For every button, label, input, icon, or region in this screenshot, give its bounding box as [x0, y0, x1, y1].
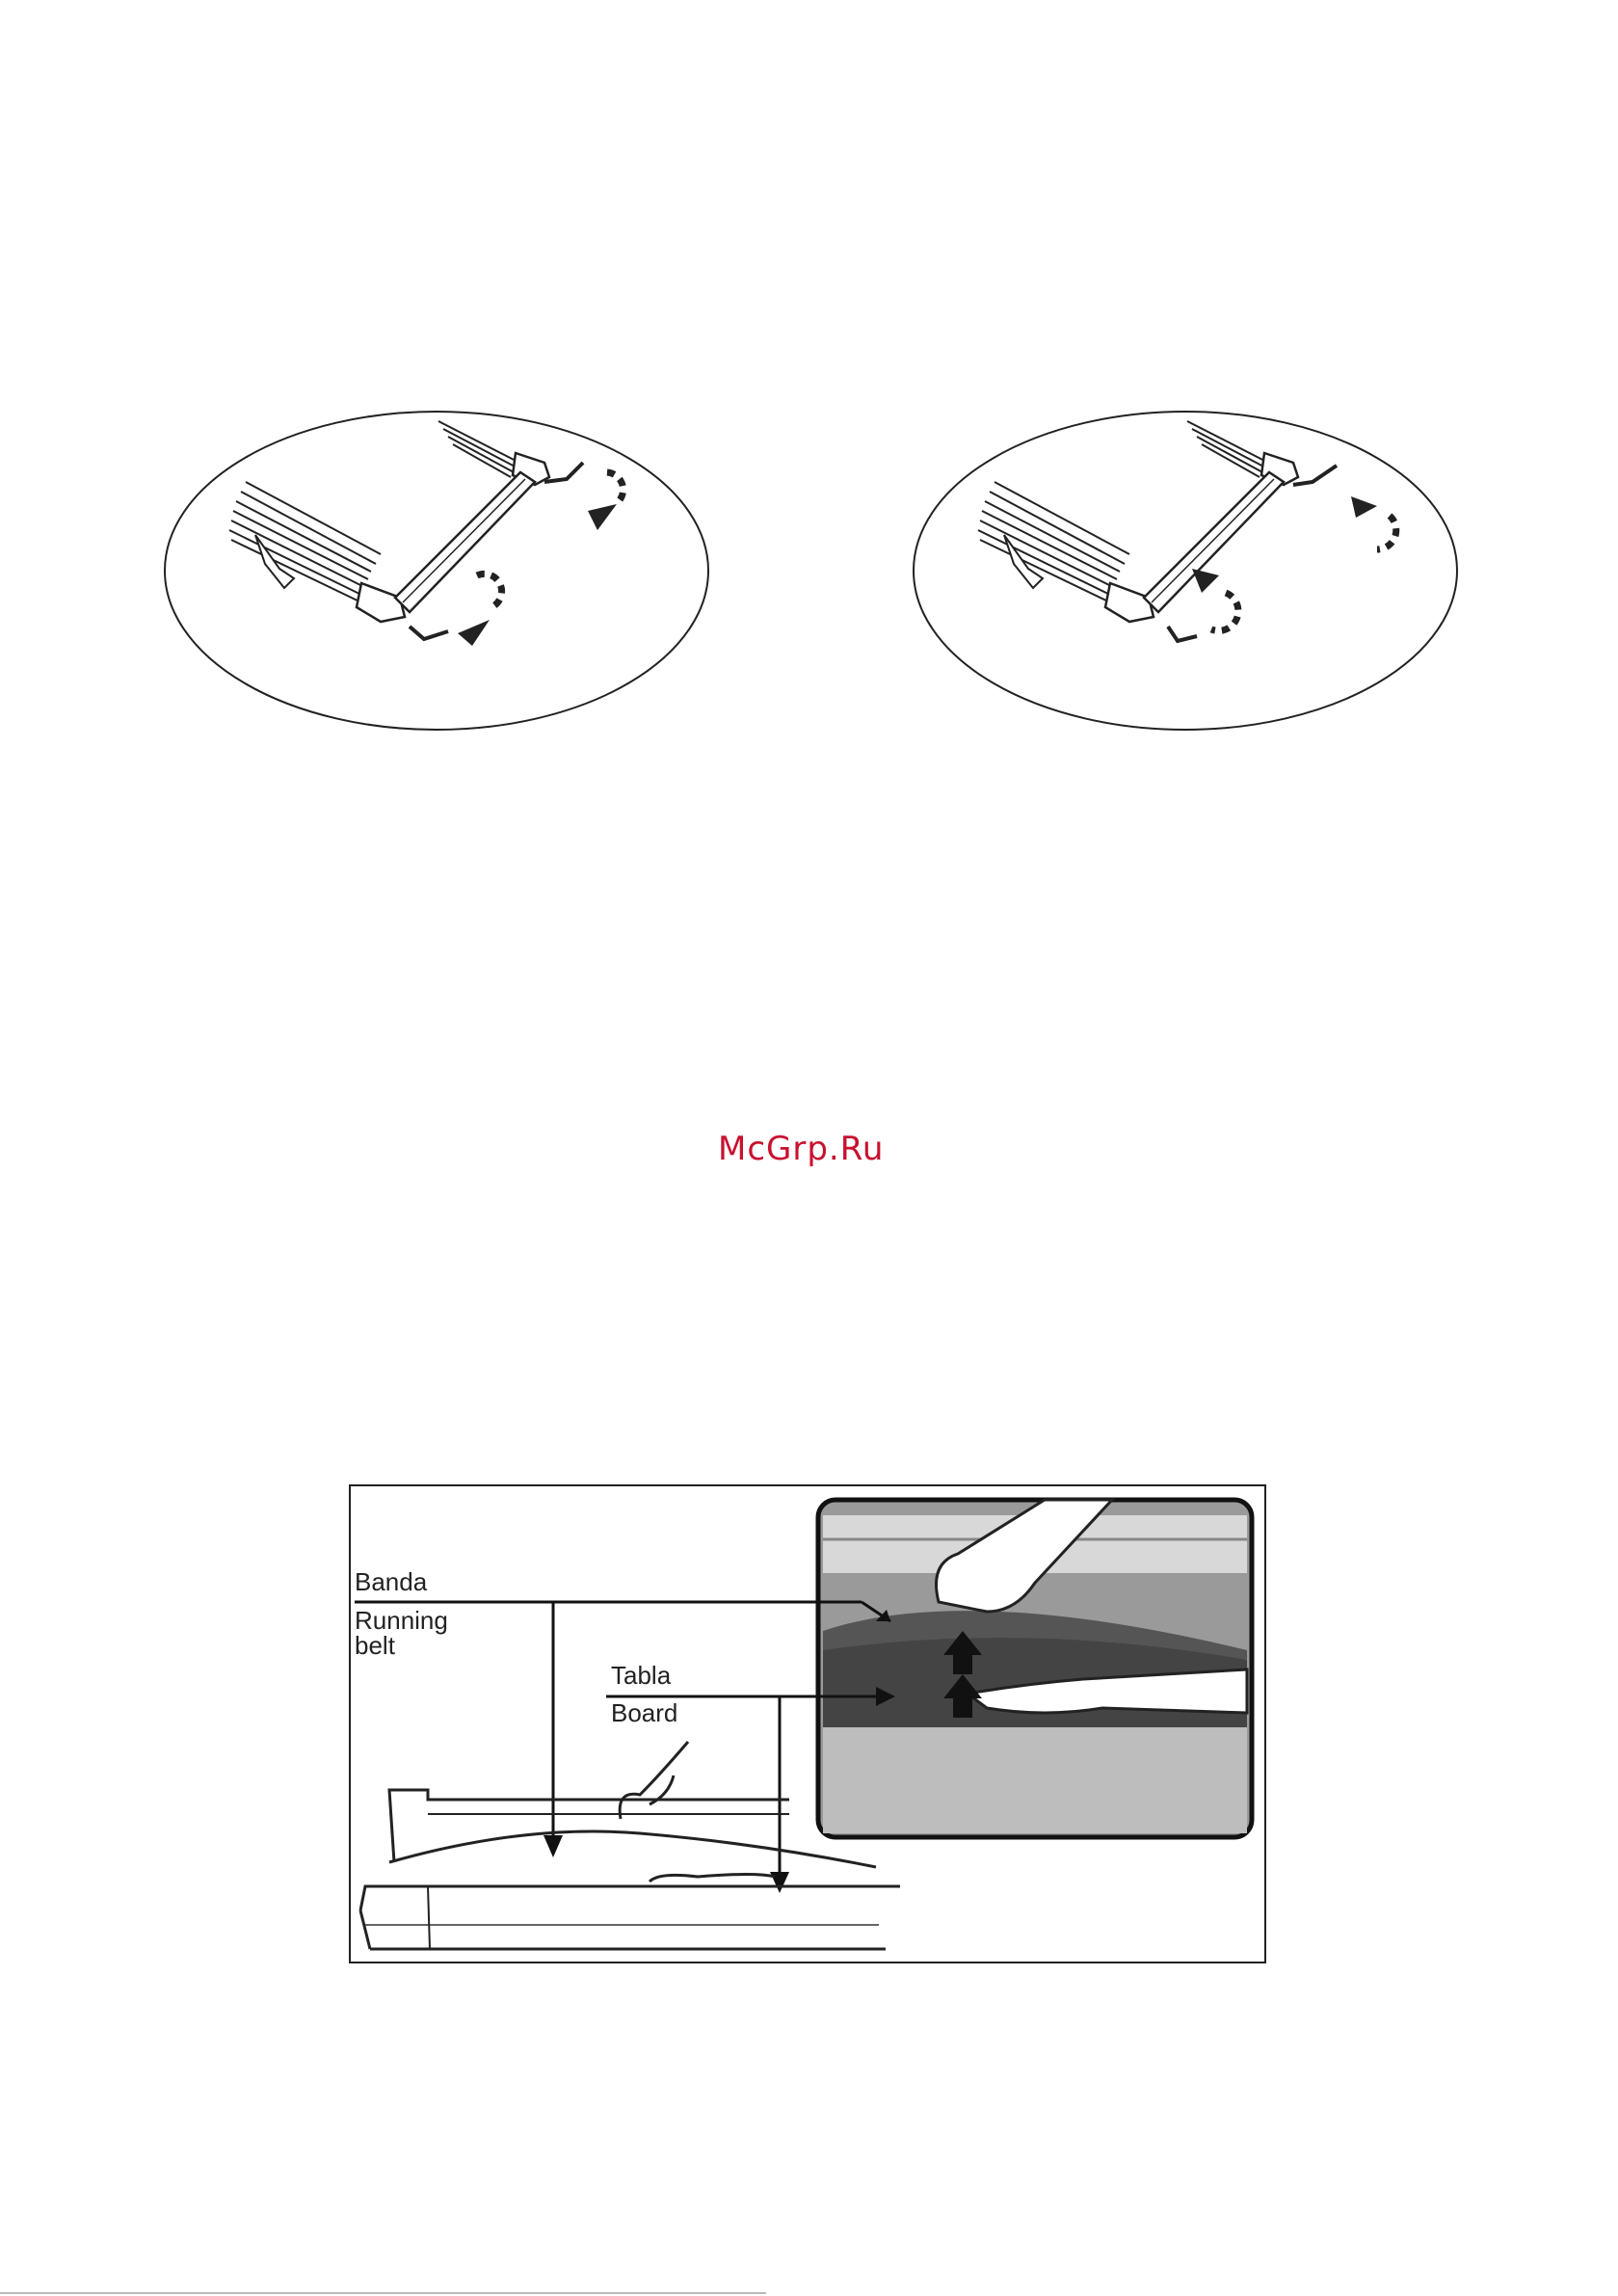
- label-belt: belt: [355, 1631, 395, 1660]
- treadmill-rear-right-illustration: [913, 410, 1462, 737]
- running-belt-lift-check-icon: [351, 1486, 1264, 1962]
- page-bottom-rule: [0, 2292, 766, 2294]
- treadmill-rear-roller-tighten-icon: [914, 412, 1457, 730]
- label-banda: Banda: [355, 1567, 428, 1596]
- treadmill-rear-roller-loosen-icon: [165, 412, 708, 730]
- label-board: Board: [611, 1698, 678, 1727]
- treadmill-rear-left-illustration: [164, 410, 713, 737]
- label-tabla: Tabla: [611, 1661, 672, 1690]
- watermark-text: McGrp.Ru: [718, 1130, 885, 1168]
- running-belt-illustration: [349, 1484, 1266, 1963]
- label-running: Running: [355, 1606, 448, 1635]
